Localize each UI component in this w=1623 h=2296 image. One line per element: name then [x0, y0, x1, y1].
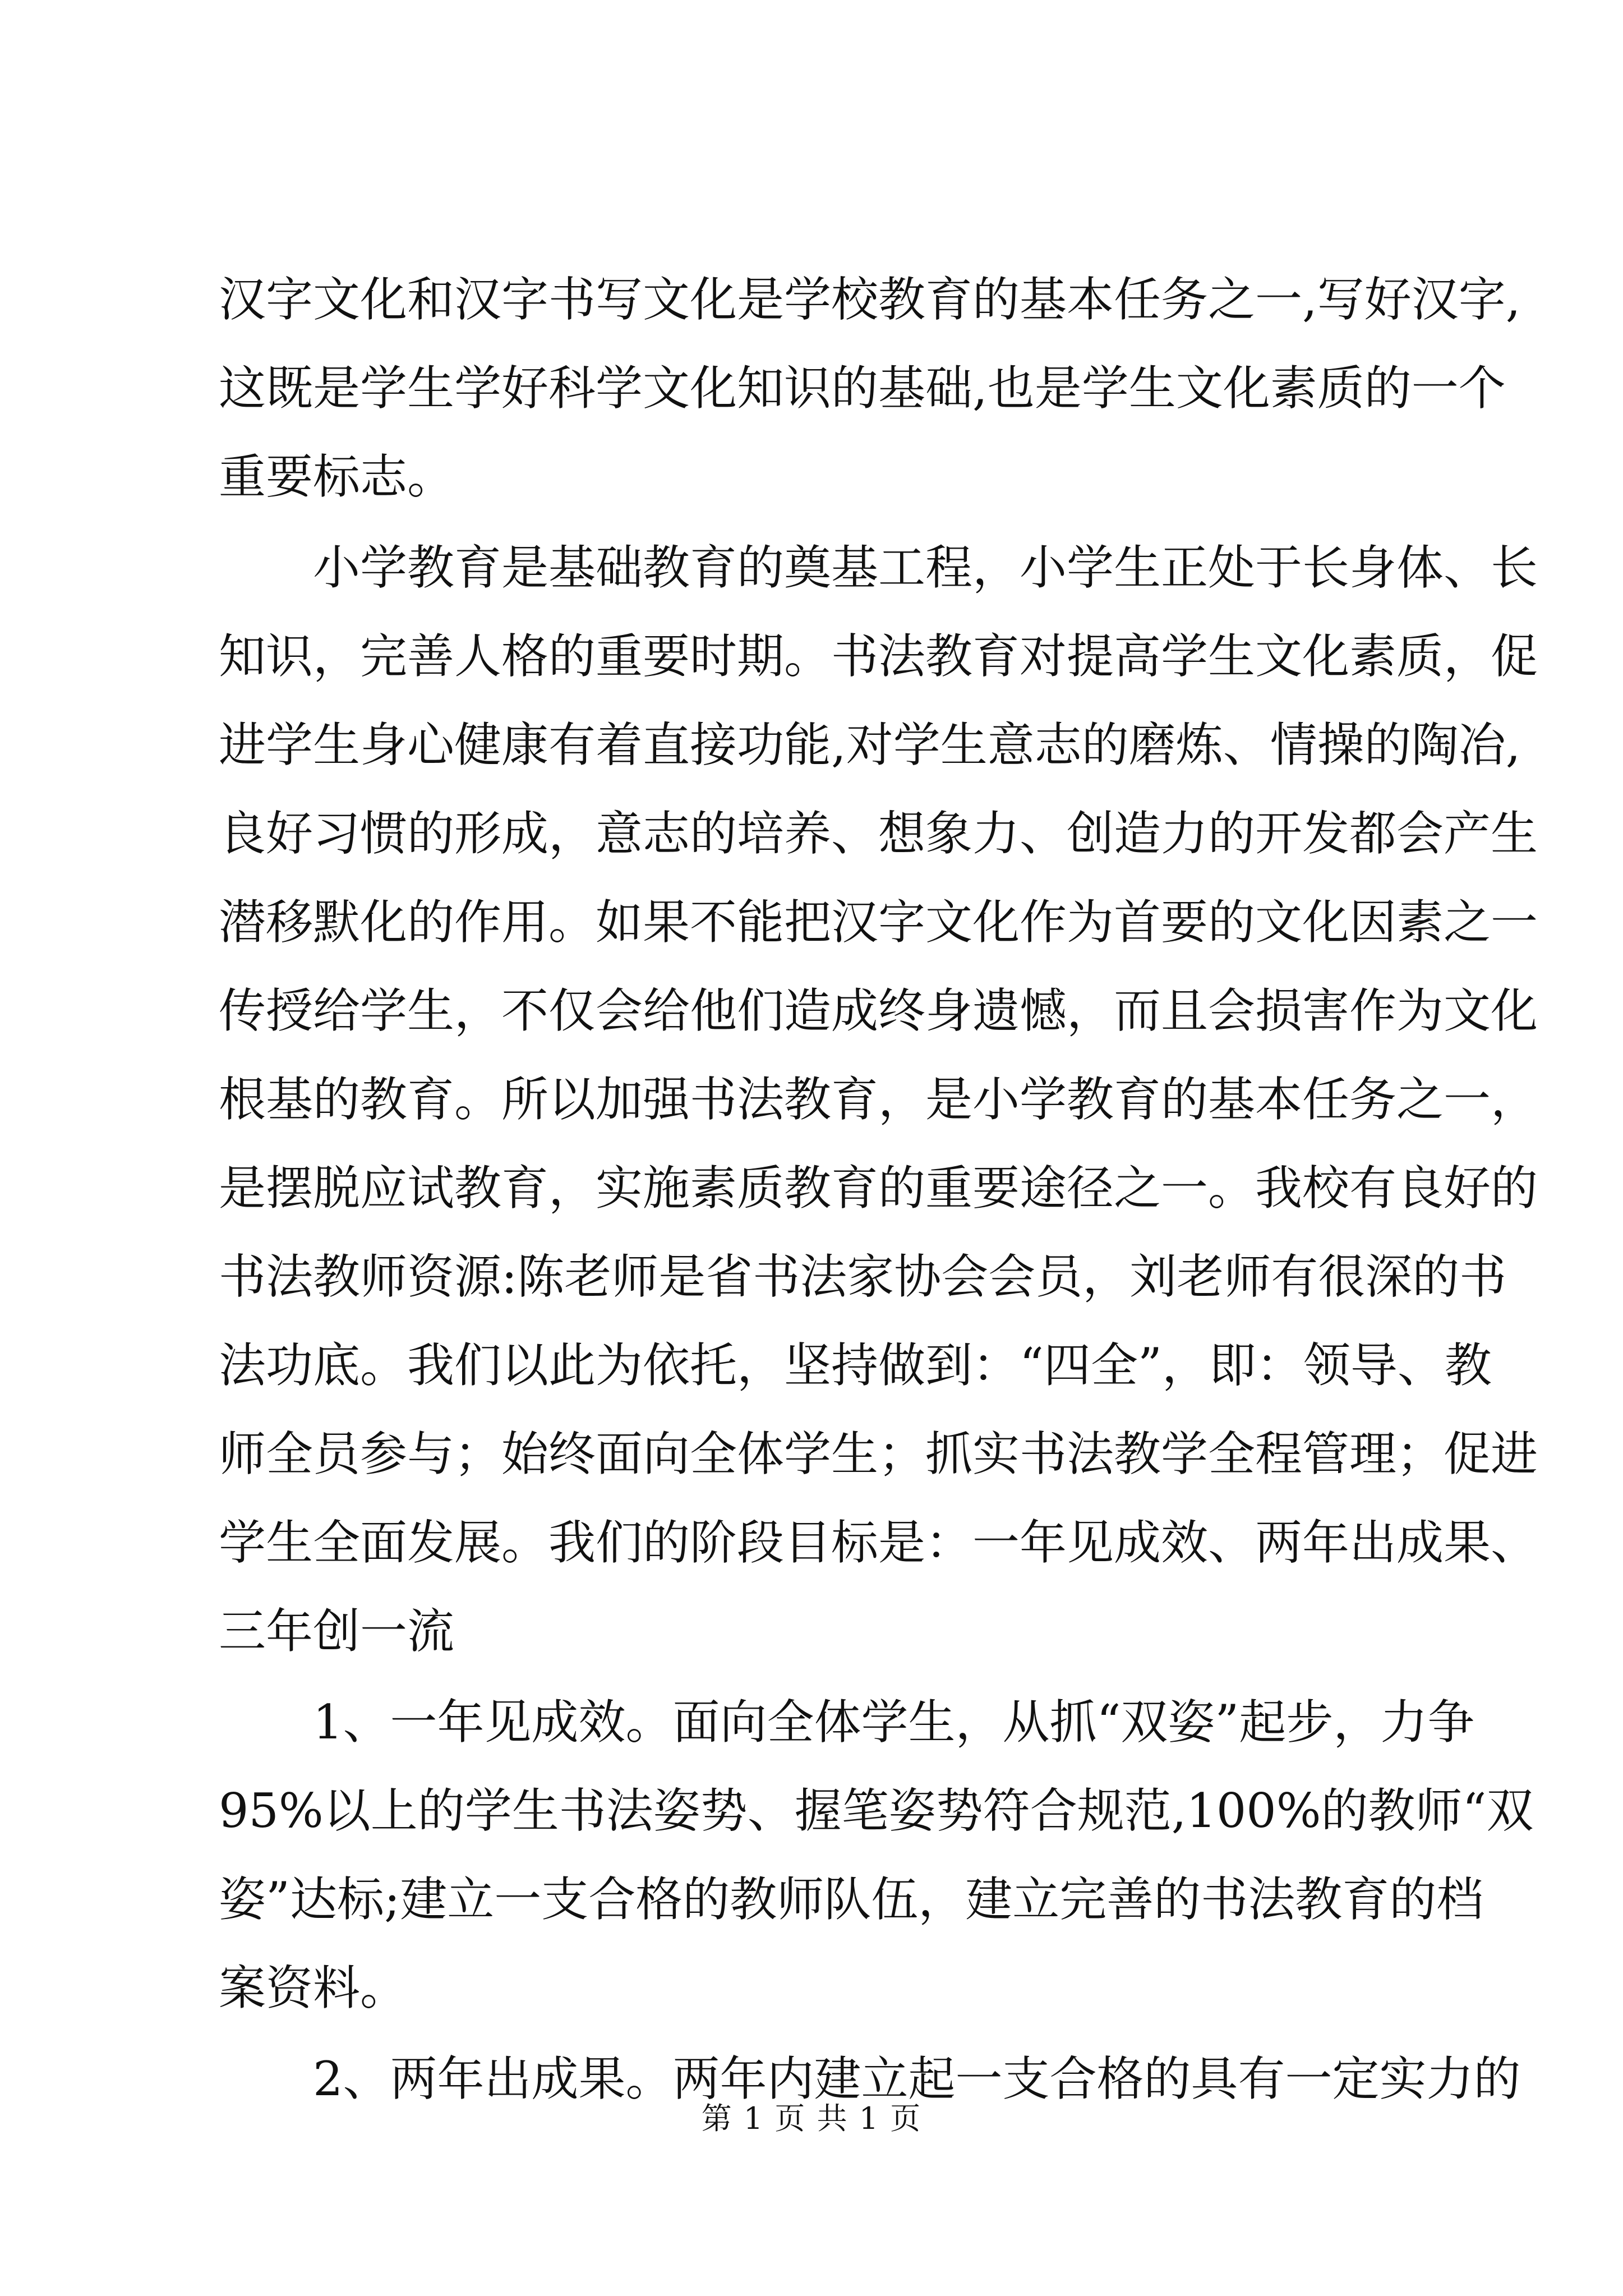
paragraph-3	[219, 1678, 1534, 2032]
document-body	[219, 255, 1538, 2123]
text-line: 传授给学生，不仅会给他们造成终身遗憾，而且会损害作为文化	[219, 983, 1538, 1038]
page-footer: 第 1 页 共 1 页	[701, 2101, 922, 2136]
text-line: 小学教育是基础教育的奠基工程，小学生正处于长身体、长	[219, 540, 1538, 595]
text-line: 根基的教育。所以加强书法教育，是小学教育的基本任务之一，	[219, 1072, 1538, 1127]
text-line: 学生全面发展。我们的阶段目标是：一年见成效、两年出成果、	[219, 1515, 1538, 1570]
text-line: 姿”达标;建立一支合格的教师队伍，建立完善的书法教育的档	[219, 1872, 1484, 1927]
text-line: 1、一年见成效。面向全体学生，从抓“双姿”起步，力争	[219, 1695, 1475, 1750]
text-line: 进学生身心健康有着直接功能,对学生意志的磨炼、情操的陶冶,	[219, 717, 1521, 772]
text-line: 良好习惯的形成，意志的培养、想象力、创造力的开发都会产生	[219, 806, 1538, 861]
text-line: 95%以上的学生书法姿势、握笔姿势符合规范,100%的教师“双	[219, 1783, 1534, 1838]
text-line: 潜移默化的作用。如果不能把汉字文化作为首要的文化因素之一	[219, 895, 1538, 950]
paragraph-1	[219, 255, 1521, 521]
text-line: 师全员参与；始终面向全体学生；抓实书法教学全程管理；促进	[219, 1427, 1538, 1481]
text-line: 知识，完善人格的重要时期。书法教育对提高学生文化素质，促	[219, 629, 1538, 684]
text-line: 汉字文化和汉字书写文化是学校教育的基本任务之一,写好汉字,	[219, 272, 1521, 327]
text-line: 法功底。我们以此为依托，坚持做到：“四全”，即：领导、教	[219, 1338, 1492, 1393]
text-line: 是摆脱应试教育，实施素质教育的重要途径之一。我校有良好的	[219, 1161, 1538, 1216]
text-line: 书法教师资源:陈老师是省书法家协会会员，刘老师有很深的书	[219, 1249, 1507, 1304]
text-line: 三年创一流	[219, 1604, 455, 1659]
text-line: 这既是学生学好科学文化知识的基础,也是学生文化素质的一个	[219, 361, 1506, 416]
text-line: 2、两年出成果。两年内建立起一支合格的具有一定实力的	[219, 2051, 1521, 2106]
text-line: 案资料。	[219, 1961, 408, 2016]
text-line: 重要标志。	[219, 449, 455, 504]
paragraph-2	[219, 523, 1538, 1676]
